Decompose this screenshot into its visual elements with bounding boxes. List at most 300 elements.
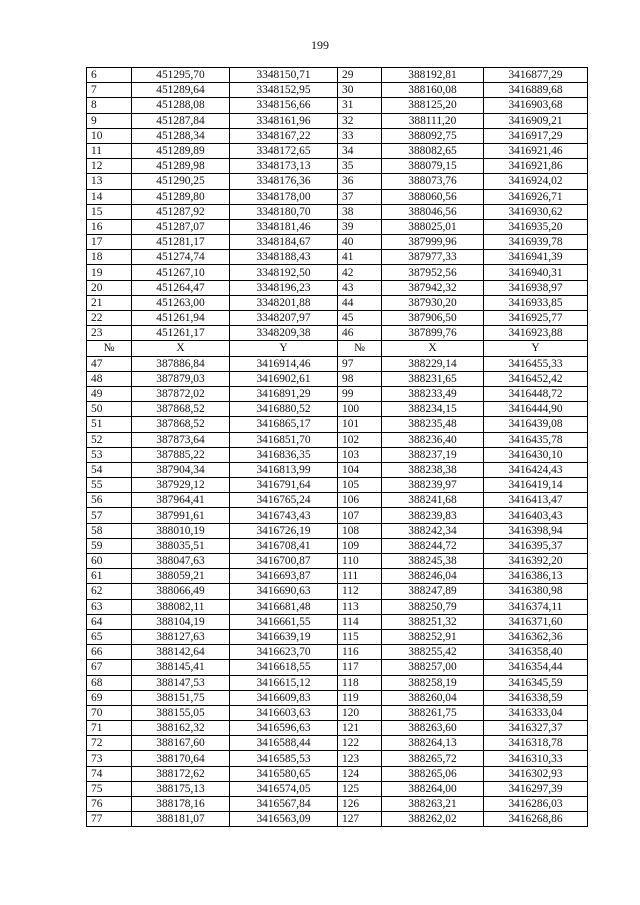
cell-number-left: 16 (87, 219, 132, 234)
cell-x-left: 451288,08 (132, 98, 230, 113)
table-row (87, 204, 588, 219)
table-row (87, 265, 588, 280)
cell-x-right: 388079,15 (382, 159, 484, 174)
cell-number-right: 100 (338, 402, 382, 417)
cell-y-right: 3416921,86 (484, 159, 588, 174)
cell-x-right: 388247,89 (382, 584, 484, 599)
cell-y-left: 3416618,55 (230, 660, 338, 675)
cell-y-left: 3416700,87 (230, 554, 338, 569)
table-row (87, 569, 588, 584)
cell-number-left: 70 (87, 705, 132, 720)
cell-number-left: 69 (87, 690, 132, 705)
cell-number-right: 109 (338, 538, 382, 553)
cell-x-left: 451287,92 (132, 204, 230, 219)
cell-number-left: 8 (87, 98, 132, 113)
cell-x-right: 388229,14 (382, 356, 484, 371)
cell-x-right: 388257,00 (382, 660, 484, 675)
cell-x-right: 388265,06 (382, 766, 484, 781)
cell-x-right: 388125,20 (382, 98, 484, 113)
table-row (87, 326, 588, 341)
table-row (87, 645, 588, 660)
cell-number-left: 60 (87, 554, 132, 569)
cell-x-left: 388175,13 (132, 781, 230, 796)
cell-x-right: 387899,76 (382, 326, 484, 341)
cell-y-right: 3416297,39 (484, 781, 588, 796)
cell-y-left: 3416623,70 (230, 645, 338, 660)
cell-y-left: 3416609,83 (230, 690, 338, 705)
cell-y-right: 3416938,97 (484, 280, 588, 295)
cell-x-left: 388059,21 (132, 569, 230, 584)
cell-y-left: 3348201,88 (230, 295, 338, 310)
cell-x-right: 388060,56 (382, 189, 484, 204)
cell-x-right: 388238,38 (382, 462, 484, 477)
cell-number-left: 64 (87, 614, 132, 629)
cell-number-left: 21 (87, 295, 132, 310)
table-header-row (87, 341, 588, 356)
cell-y-left: 3348176,36 (230, 174, 338, 189)
table-row (87, 250, 588, 265)
cell-x-right: 388242,34 (382, 523, 484, 538)
cell-number-right: 113 (338, 599, 382, 614)
cell-number-right: 107 (338, 508, 382, 523)
table-row (87, 174, 588, 189)
cell-x-left: 451287,07 (132, 219, 230, 234)
cell-y-right: 3416362,36 (484, 629, 588, 644)
cell-x-right: 388025,01 (382, 219, 484, 234)
cell-number-right: 34 (338, 143, 382, 158)
cell-y-left: 3416765,24 (230, 493, 338, 508)
cell-x-left: 388035,51 (132, 538, 230, 553)
table-row (87, 417, 588, 432)
cell-x-left: 387904,34 (132, 462, 230, 477)
cell-number-right: 31 (338, 98, 382, 113)
coordinates-table (86, 67, 588, 827)
cell-x-left: 388181,07 (132, 812, 230, 827)
table-row (87, 538, 588, 553)
cell-number-right: 43 (338, 280, 382, 295)
cell-number-left: 11 (87, 143, 132, 158)
table-row (87, 675, 588, 690)
cell-number-left: 66 (87, 645, 132, 660)
table-row (87, 584, 588, 599)
cell-y-right: 3416327,37 (484, 721, 588, 736)
cell-number-left: 50 (87, 402, 132, 417)
cell-number-right: 108 (338, 523, 382, 538)
cell-y-left: 3348172,65 (230, 143, 338, 158)
coordinates-table-bottom-rows (87, 356, 588, 827)
cell-number-right: 102 (338, 432, 382, 447)
cell-x-left: 451281,17 (132, 235, 230, 250)
cell-x-right: 388244,72 (382, 538, 484, 553)
cell-x-left: 387868,52 (132, 402, 230, 417)
cell-x-right: 388239,83 (382, 508, 484, 523)
cell-x-left: 388170,64 (132, 751, 230, 766)
cell-x-left: 387991,61 (132, 508, 230, 523)
cell-number-left: 55 (87, 478, 132, 493)
cell-x-right: 388233,49 (382, 386, 484, 401)
cell-y-right: 3416358,40 (484, 645, 588, 660)
cell-y-left: 3416708,41 (230, 538, 338, 553)
cell-number-right: 118 (338, 675, 382, 690)
cell-number-right: 125 (338, 781, 382, 796)
table-row (87, 766, 588, 781)
cell-y-left: 3348209,38 (230, 326, 338, 341)
header-cell-y-right: Y (484, 341, 588, 356)
cell-x-left: 388162,32 (132, 721, 230, 736)
cell-y-left: 3416726,19 (230, 523, 338, 538)
cell-x-left: 451289,89 (132, 143, 230, 158)
cell-y-right: 3416354,44 (484, 660, 588, 675)
cell-number-right: 29 (338, 68, 382, 83)
cell-y-right: 3416939,78 (484, 235, 588, 250)
cell-y-right: 3416380,98 (484, 584, 588, 599)
cell-x-right: 387942,32 (382, 280, 484, 295)
cell-number-right: 121 (338, 721, 382, 736)
coordinates-table-top-rows (87, 68, 588, 341)
cell-number-left: 6 (87, 68, 132, 83)
cell-y-left: 3416615,12 (230, 675, 338, 690)
cell-y-left: 3416693,87 (230, 569, 338, 584)
cell-y-left: 3416574,05 (230, 781, 338, 796)
cell-number-left: 68 (87, 675, 132, 690)
cell-number-right: 99 (338, 386, 382, 401)
cell-number-left: 18 (87, 250, 132, 265)
table-row (87, 128, 588, 143)
cell-y-right: 3416403,43 (484, 508, 588, 523)
cell-number-left: 75 (87, 781, 132, 796)
cell-number-right: 30 (338, 83, 382, 98)
cell-x-left: 387873,64 (132, 432, 230, 447)
cell-number-right: 115 (338, 629, 382, 644)
cell-y-right: 3416386,13 (484, 569, 588, 584)
table-row (87, 554, 588, 569)
cell-y-right: 3416374,11 (484, 599, 588, 614)
table-row (87, 386, 588, 401)
cell-number-right: 122 (338, 736, 382, 751)
cell-number-left: 67 (87, 660, 132, 675)
cell-x-right: 388263,60 (382, 721, 484, 736)
cell-y-left: 3348181,46 (230, 219, 338, 234)
cell-y-left: 3348161,96 (230, 113, 338, 128)
table-row (87, 751, 588, 766)
cell-x-right: 388235,48 (382, 417, 484, 432)
cell-y-left: 3416563,09 (230, 812, 338, 827)
cell-y-right: 3416909,21 (484, 113, 588, 128)
cell-x-left: 451295,70 (132, 68, 230, 83)
cell-number-left: 48 (87, 371, 132, 386)
cell-number-left: 22 (87, 311, 132, 326)
table-row (87, 614, 588, 629)
table-row (87, 432, 588, 447)
cell-y-right: 3416903,68 (484, 98, 588, 113)
table-row (87, 295, 588, 310)
cell-x-right: 388234,15 (382, 402, 484, 417)
cell-y-right: 3416318,78 (484, 736, 588, 751)
cell-number-right: 39 (338, 219, 382, 234)
table-row (87, 83, 588, 98)
cell-y-right: 3416424,43 (484, 462, 588, 477)
cell-y-right: 3416917,29 (484, 128, 588, 143)
table-row (87, 721, 588, 736)
cell-x-left: 388082,11 (132, 599, 230, 614)
cell-number-right: 38 (338, 204, 382, 219)
cell-x-left: 387929,12 (132, 478, 230, 493)
cell-y-left: 3348180,70 (230, 204, 338, 219)
table-row (87, 159, 588, 174)
cell-number-right: 101 (338, 417, 382, 432)
cell-x-left: 388104,19 (132, 614, 230, 629)
cell-y-right: 3416930,62 (484, 204, 588, 219)
cell-y-right: 3416430,10 (484, 447, 588, 462)
cell-x-left: 388147,53 (132, 675, 230, 690)
cell-y-right: 3416921,46 (484, 143, 588, 158)
cell-number-right: 112 (338, 584, 382, 599)
table-row (87, 143, 588, 158)
cell-x-right: 388246,04 (382, 569, 484, 584)
cell-x-right: 388082,65 (382, 143, 484, 158)
table-row (87, 508, 588, 523)
cell-y-left: 3416596,63 (230, 721, 338, 736)
cell-number-right: 97 (338, 356, 382, 371)
cell-x-left: 451289,80 (132, 189, 230, 204)
cell-x-left: 451263,00 (132, 295, 230, 310)
cell-number-left: 14 (87, 189, 132, 204)
cell-number-left: 19 (87, 265, 132, 280)
cell-number-left: 56 (87, 493, 132, 508)
cell-number-left: 51 (87, 417, 132, 432)
cell-x-left: 451289,64 (132, 83, 230, 98)
table-row (87, 280, 588, 295)
cell-y-left: 3416661,55 (230, 614, 338, 629)
cell-x-right: 387906,50 (382, 311, 484, 326)
cell-x-right: 388263,21 (382, 797, 484, 812)
cell-x-right: 388261,75 (382, 705, 484, 720)
cell-y-left: 3416902,61 (230, 371, 338, 386)
cell-x-right: 388252,91 (382, 629, 484, 644)
table-row (87, 493, 588, 508)
cell-x-right: 388250,79 (382, 599, 484, 614)
cell-x-left: 451267,10 (132, 265, 230, 280)
cell-y-left: 3416639,19 (230, 629, 338, 644)
table-row (87, 478, 588, 493)
cell-y-left: 3348184,67 (230, 235, 338, 250)
header-cell-number-left: № (87, 341, 132, 356)
table-row (87, 371, 588, 386)
cell-number-right: 32 (338, 113, 382, 128)
cell-y-right: 3416268,86 (484, 812, 588, 827)
cell-x-left: 388047,63 (132, 554, 230, 569)
cell-x-left: 388155,05 (132, 705, 230, 720)
cell-number-left: 76 (87, 797, 132, 812)
cell-y-left: 3348196,23 (230, 280, 338, 295)
cell-x-left: 388151,75 (132, 690, 230, 705)
cell-x-right: 388245,38 (382, 554, 484, 569)
cell-y-right: 3416455,33 (484, 356, 588, 371)
cell-y-right: 3416395,37 (484, 538, 588, 553)
cell-y-right: 3416926,71 (484, 189, 588, 204)
cell-y-right: 3416444,90 (484, 402, 588, 417)
cell-y-right: 3416345,59 (484, 675, 588, 690)
cell-number-right: 124 (338, 766, 382, 781)
cell-number-right: 44 (338, 295, 382, 310)
cell-x-left: 388145,41 (132, 660, 230, 675)
cell-y-left: 3348152,95 (230, 83, 338, 98)
table-row (87, 356, 588, 371)
cell-number-left: 7 (87, 83, 132, 98)
cell-number-left: 23 (87, 326, 132, 341)
cell-y-right: 3416413,47 (484, 493, 588, 508)
cell-x-right: 388046,56 (382, 204, 484, 219)
cell-y-right: 3416889,68 (484, 83, 588, 98)
cell-y-left: 3348207,97 (230, 311, 338, 326)
cell-number-right: 103 (338, 447, 382, 462)
cell-number-right: 41 (338, 250, 382, 265)
cell-y-right: 3416398,94 (484, 523, 588, 538)
table-row (87, 219, 588, 234)
cell-number-left: 52 (87, 432, 132, 447)
table-row (87, 235, 588, 250)
cell-number-left: 74 (87, 766, 132, 781)
cell-x-left: 451287,84 (132, 113, 230, 128)
cell-y-right: 3416419,14 (484, 478, 588, 493)
cell-number-right: 40 (338, 235, 382, 250)
page-number: 199 (311, 38, 329, 52)
cell-x-right: 388264,13 (382, 736, 484, 751)
cell-number-left: 59 (87, 538, 132, 553)
cell-x-right: 387977,33 (382, 250, 484, 265)
cell-y-right: 3416940,31 (484, 265, 588, 280)
table-row (87, 781, 588, 796)
cell-y-right: 3416935,20 (484, 219, 588, 234)
cell-y-left: 3416580,65 (230, 766, 338, 781)
table-row (87, 113, 588, 128)
table-row (87, 705, 588, 720)
cell-x-left: 387886,84 (132, 356, 230, 371)
cell-y-left: 3416743,43 (230, 508, 338, 523)
cell-y-right: 3416286,03 (484, 797, 588, 812)
cell-y-left: 3348150,71 (230, 68, 338, 83)
cell-y-left: 3416891,29 (230, 386, 338, 401)
cell-number-right: 126 (338, 797, 382, 812)
cell-number-right: 127 (338, 812, 382, 827)
cell-number-right: 33 (338, 128, 382, 143)
cell-number-right: 110 (338, 554, 382, 569)
cell-x-left: 387964,41 (132, 493, 230, 508)
cell-number-left: 65 (87, 629, 132, 644)
cell-y-left: 3416836,35 (230, 447, 338, 462)
cell-number-left: 17 (87, 235, 132, 250)
cell-y-right: 3416435,78 (484, 432, 588, 447)
cell-x-left: 387872,02 (132, 386, 230, 401)
cell-number-right: 117 (338, 660, 382, 675)
cell-y-right: 3416452,42 (484, 371, 588, 386)
cell-y-right: 3416302,93 (484, 766, 588, 781)
cell-number-left: 49 (87, 386, 132, 401)
cell-x-right: 388258,19 (382, 675, 484, 690)
cell-y-right: 3416877,29 (484, 68, 588, 83)
cell-y-left: 3416681,48 (230, 599, 338, 614)
table-row (87, 311, 588, 326)
cell-x-right: 388264,00 (382, 781, 484, 796)
cell-y-right: 3416371,60 (484, 614, 588, 629)
cell-x-left: 388172,62 (132, 766, 230, 781)
header-cell-x-left: X (132, 341, 230, 356)
cell-number-left: 71 (87, 721, 132, 736)
cell-x-right: 388239,97 (382, 478, 484, 493)
cell-y-right: 3416439,08 (484, 417, 588, 432)
cell-x-left: 387879,03 (132, 371, 230, 386)
cell-x-left: 451264,47 (132, 280, 230, 295)
cell-x-left: 451261,94 (132, 311, 230, 326)
cell-number-left: 10 (87, 128, 132, 143)
cell-number-left: 13 (87, 174, 132, 189)
cell-y-left: 3348178,00 (230, 189, 338, 204)
cell-y-left: 3416603,63 (230, 705, 338, 720)
table-row (87, 189, 588, 204)
cell-x-left: 451274,74 (132, 250, 230, 265)
cell-number-left: 54 (87, 462, 132, 477)
cell-x-right: 388092,75 (382, 128, 484, 143)
table-row (87, 797, 588, 812)
cell-number-left: 57 (87, 508, 132, 523)
cell-number-right: 42 (338, 265, 382, 280)
cell-y-left: 3416588,44 (230, 736, 338, 751)
cell-y-left: 3416690,63 (230, 584, 338, 599)
cell-y-right: 3416941,39 (484, 250, 588, 265)
cell-x-left: 451261,17 (132, 326, 230, 341)
cell-y-right: 3416310,33 (484, 751, 588, 766)
coordinates-table-header (87, 341, 588, 356)
cell-y-left: 3416914,46 (230, 356, 338, 371)
cell-number-right: 106 (338, 493, 382, 508)
cell-number-left: 53 (87, 447, 132, 462)
cell-x-right: 387930,20 (382, 295, 484, 310)
cell-number-right: 37 (338, 189, 382, 204)
cell-y-left: 3416880,52 (230, 402, 338, 417)
header-cell-y-left: Y (230, 341, 338, 356)
cell-y-right: 3416923,88 (484, 326, 588, 341)
cell-y-left: 3348156,66 (230, 98, 338, 113)
cell-x-left: 388178,16 (132, 797, 230, 812)
cell-number-left: 9 (87, 113, 132, 128)
cell-y-right: 3416924,02 (484, 174, 588, 189)
cell-number-right: 98 (338, 371, 382, 386)
table-row (87, 447, 588, 462)
header-cell-x-right: X (382, 341, 484, 356)
cell-x-right: 388236,40 (382, 432, 484, 447)
cell-x-left: 388066,49 (132, 584, 230, 599)
cell-number-left: 12 (87, 159, 132, 174)
cell-x-left: 451288,34 (132, 128, 230, 143)
cell-x-right: 388265,72 (382, 751, 484, 766)
cell-number-left: 58 (87, 523, 132, 538)
cell-number-right: 35 (338, 159, 382, 174)
cell-number-left: 20 (87, 280, 132, 295)
cell-x-left: 387885,22 (132, 447, 230, 462)
cell-number-right: 104 (338, 462, 382, 477)
table-row (87, 402, 588, 417)
cell-number-left: 47 (87, 356, 132, 371)
cell-x-right: 387999,96 (382, 235, 484, 250)
cell-x-right: 388160,08 (382, 83, 484, 98)
cell-number-right: 120 (338, 705, 382, 720)
cell-x-right: 388241,68 (382, 493, 484, 508)
cell-x-right: 388262,02 (382, 812, 484, 827)
cell-x-left: 387868,52 (132, 417, 230, 432)
cell-y-left: 3416567,84 (230, 797, 338, 812)
cell-y-left: 3348188,43 (230, 250, 338, 265)
cell-x-right: 388111,20 (382, 113, 484, 128)
